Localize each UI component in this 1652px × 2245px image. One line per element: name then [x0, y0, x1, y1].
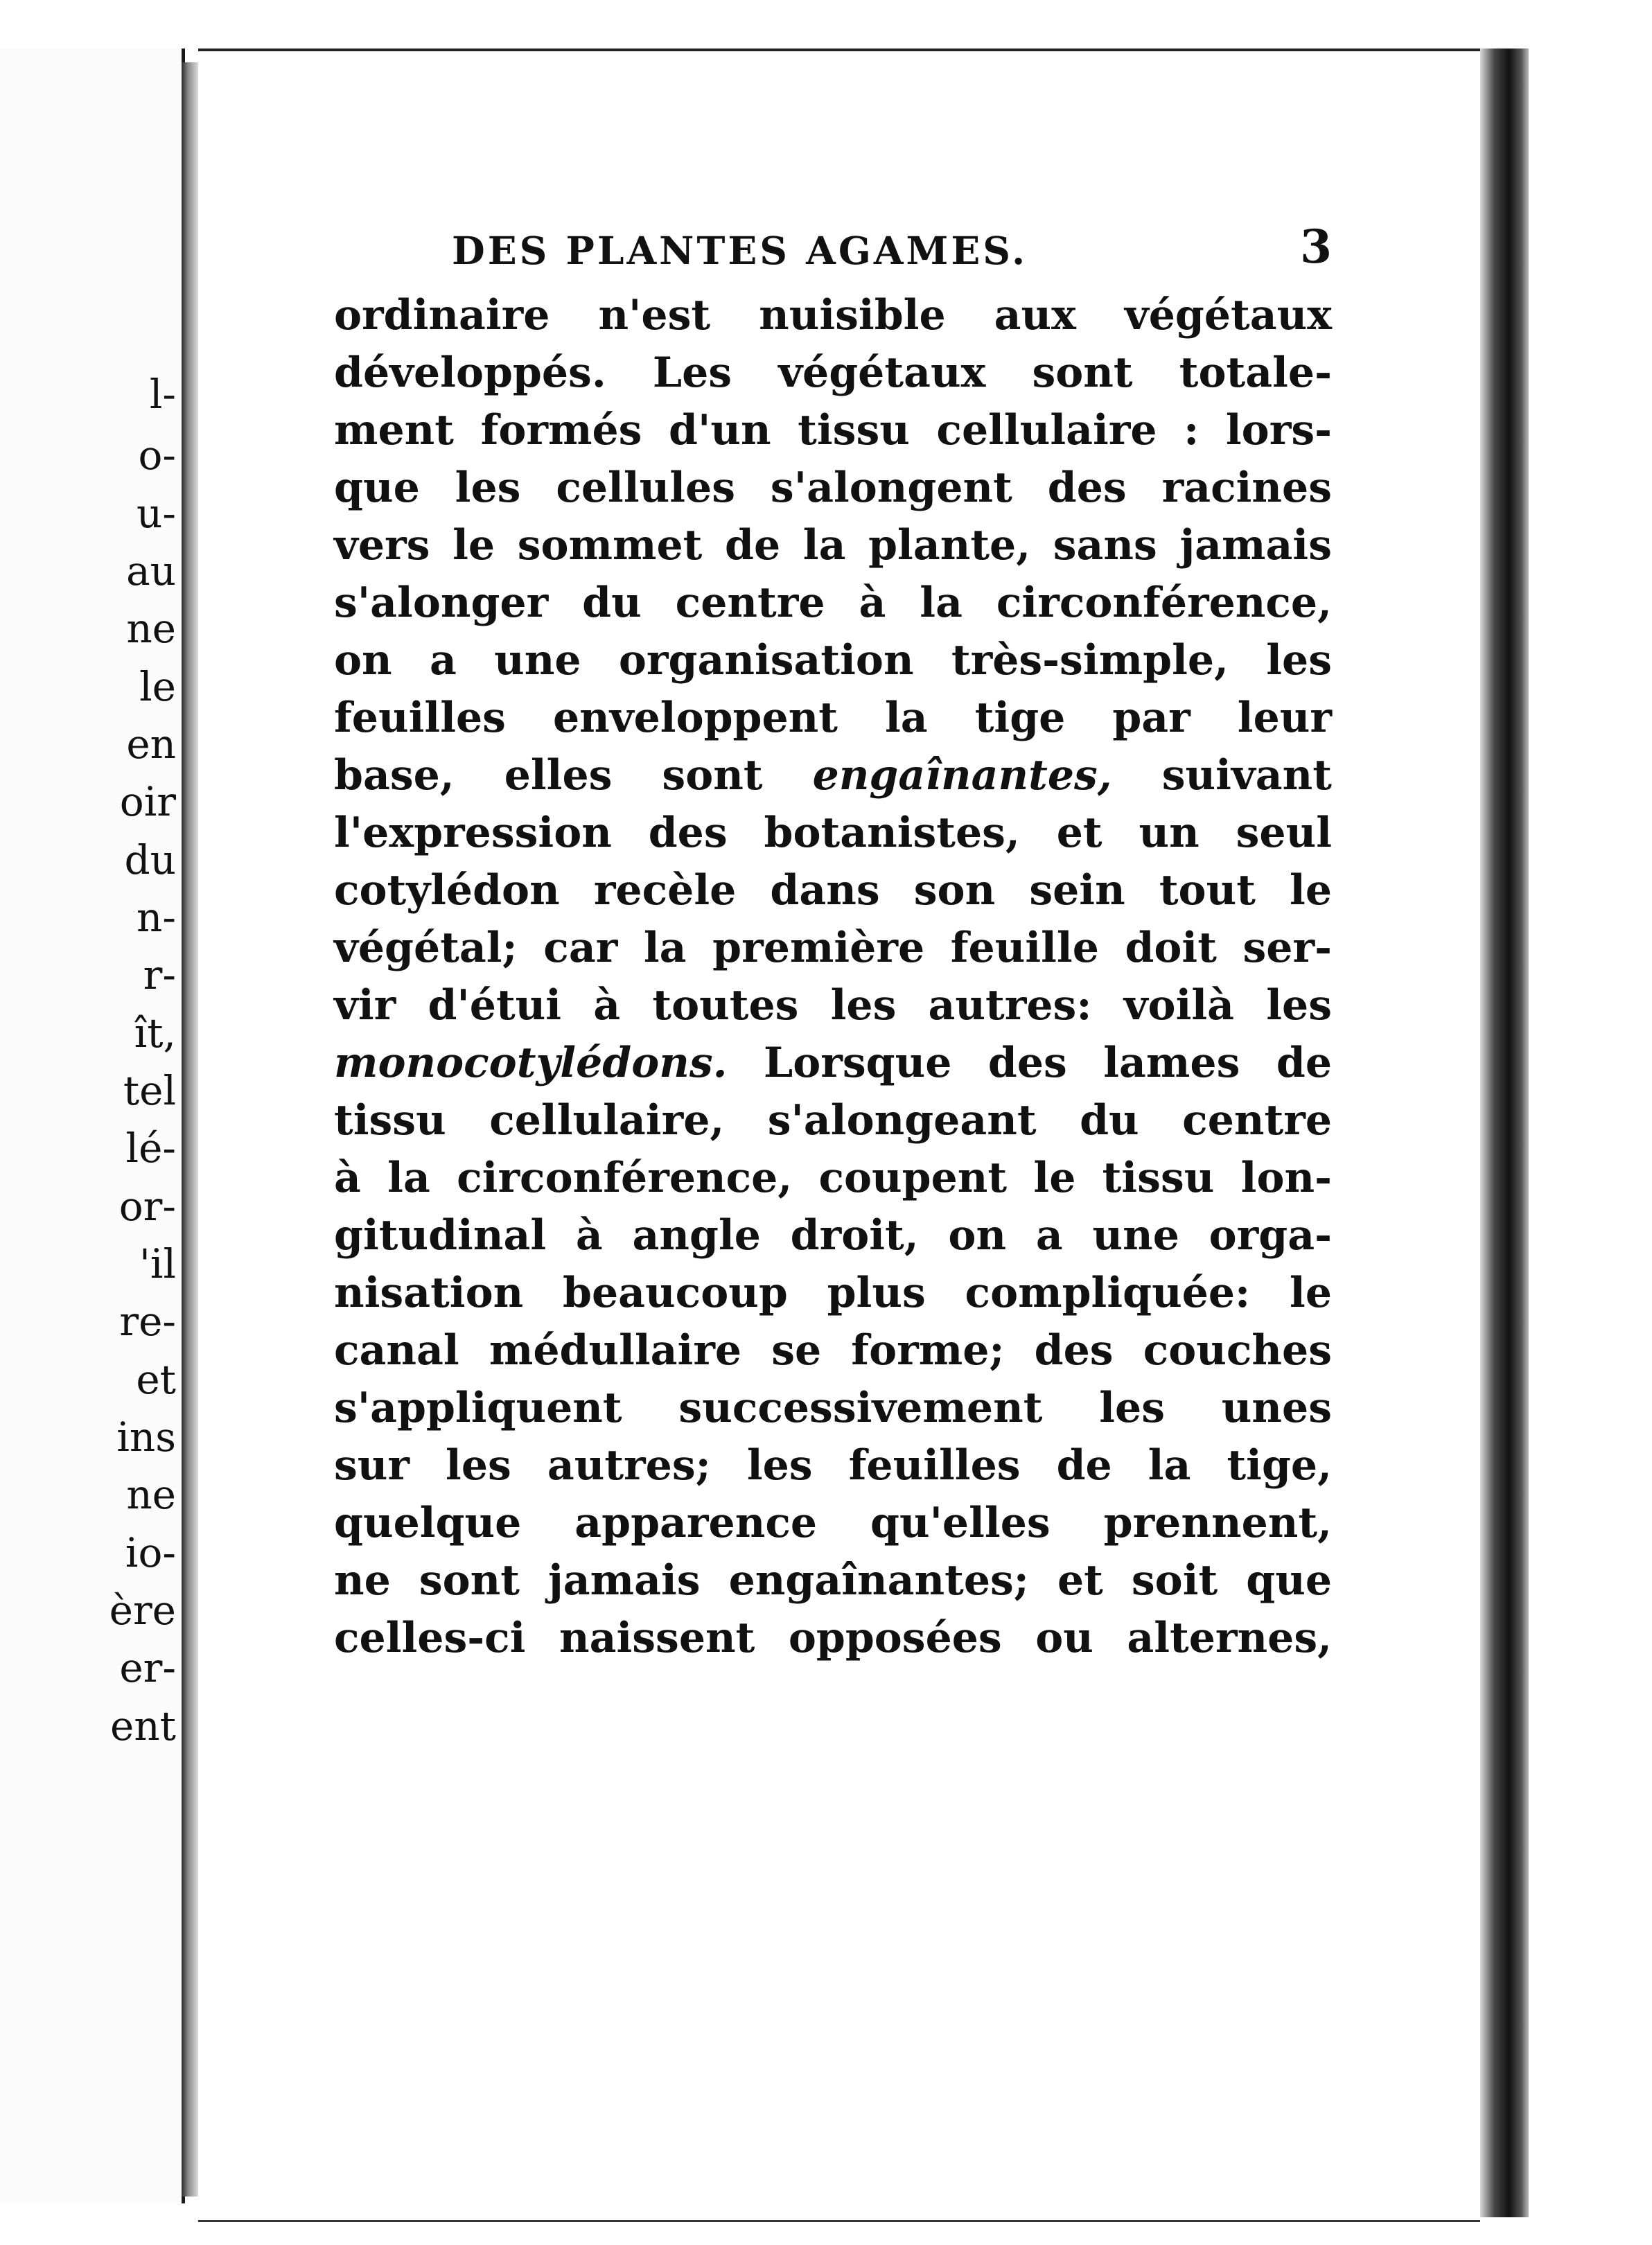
italic-term: engaînantes,: [812, 751, 1112, 800]
text-line: à la circonférence, coupent le tissu lon-: [334, 1154, 1332, 1202]
left-fragment: en: [126, 721, 176, 768]
text-line: tissu cellulaire, s'alongeant du centre: [334, 1096, 1332, 1145]
left-fragment: lé-: [125, 1125, 176, 1172]
page-edge: [1480, 49, 1529, 2217]
left-fragment: l-: [149, 371, 176, 418]
text-line: [334, 1035, 1332, 1092]
text-line: ne sont jamais engaînantes; et soit que: [334, 1556, 1332, 1605]
text-line: ment formés d'un tissu cellulaire : lors-: [334, 406, 1332, 455]
italic-term: monocotylédons.: [334, 1039, 728, 1087]
text-line: feuilles enveloppent la tige par leur: [334, 694, 1332, 742]
scan-margin: [1529, 0, 1652, 2245]
text-line: vir d'étui à toutes les autres: voilà les: [334, 981, 1332, 1030]
text-line: canal médullaire se forme; des couches: [334, 1326, 1332, 1375]
text-line: développés. Les végétaux sont totale-: [334, 349, 1332, 397]
text-line: vers le sommet de la plante, sans jamais: [334, 521, 1332, 570]
running-title: DES PLANTES AGAMES.: [452, 228, 1028, 273]
left-fragment: au: [126, 547, 176, 595]
text-line: gitudinal à angle droit, on a une orga-: [334, 1211, 1332, 1260]
left-fragment: er-: [119, 1644, 176, 1691]
left-fragment: ne: [126, 605, 176, 652]
text-line: ordinaire n'est nuisible aux végétaux: [334, 291, 1332, 340]
text-line: que les cellules s'alongent des racines: [334, 464, 1332, 512]
text-line: celles-ci naissent opposées ou alternes,: [334, 1614, 1332, 1662]
left-fragment: et: [136, 1356, 176, 1403]
left-fragment: n-: [137, 894, 176, 941]
left-fragment: 'il: [139, 1240, 176, 1287]
left-fragment: o-: [138, 432, 176, 479]
left-fragment: ère: [109, 1587, 176, 1634]
left-fragment: io-: [125, 1529, 176, 1576]
left-fragment: oir: [119, 778, 176, 825]
text-segment: suivant: [1161, 751, 1333, 800]
left-fragment: or-: [118, 1183, 176, 1230]
left-fragment: du: [124, 836, 176, 883]
book-gutter: [182, 62, 198, 2196]
left-fragment: ît,: [134, 1010, 176, 1057]
page-header: [452, 220, 1332, 283]
text-line: s'appliquent successivement les unes: [334, 1384, 1332, 1432]
left-fragment: tel: [123, 1067, 176, 1114]
left-fragment: ne: [126, 1471, 176, 1518]
page-number: 3: [1300, 220, 1332, 274]
right-page: [198, 49, 1480, 2222]
left-fragment: re-: [119, 1298, 176, 1345]
text-line: s'alonger du centre à la circonférence,: [334, 579, 1332, 627]
left-fragment: r-: [143, 951, 176, 998]
text-line: [334, 747, 1332, 804]
text-line: l'expression des botanistes, et un seul: [334, 809, 1332, 857]
left-fragment: le: [139, 663, 176, 710]
left-fragment: ent: [110, 1702, 176, 1750]
left-facing-page: [0, 49, 185, 2203]
text-line: nisation beaucoup plus compliquée: le: [334, 1269, 1332, 1317]
text-line: sur les autres; les feuilles de la tige,: [334, 1441, 1332, 1490]
text-segment: base, elles sont: [334, 751, 763, 800]
text-segment: Lorsque des lames de: [764, 1039, 1332, 1087]
left-fragment: ins: [116, 1414, 176, 1461]
text-line: végétal; car la première feuille doit ser-: [334, 924, 1332, 972]
body-text: [334, 287, 1332, 1667]
text-line: on a une organisation très-simple, les: [334, 636, 1332, 685]
text-line: quelque apparence qu'elles prennent,: [334, 1499, 1332, 1547]
text-line: cotylédon recèle dans son sein tout le: [334, 866, 1332, 915]
left-fragment: u-: [137, 490, 176, 537]
